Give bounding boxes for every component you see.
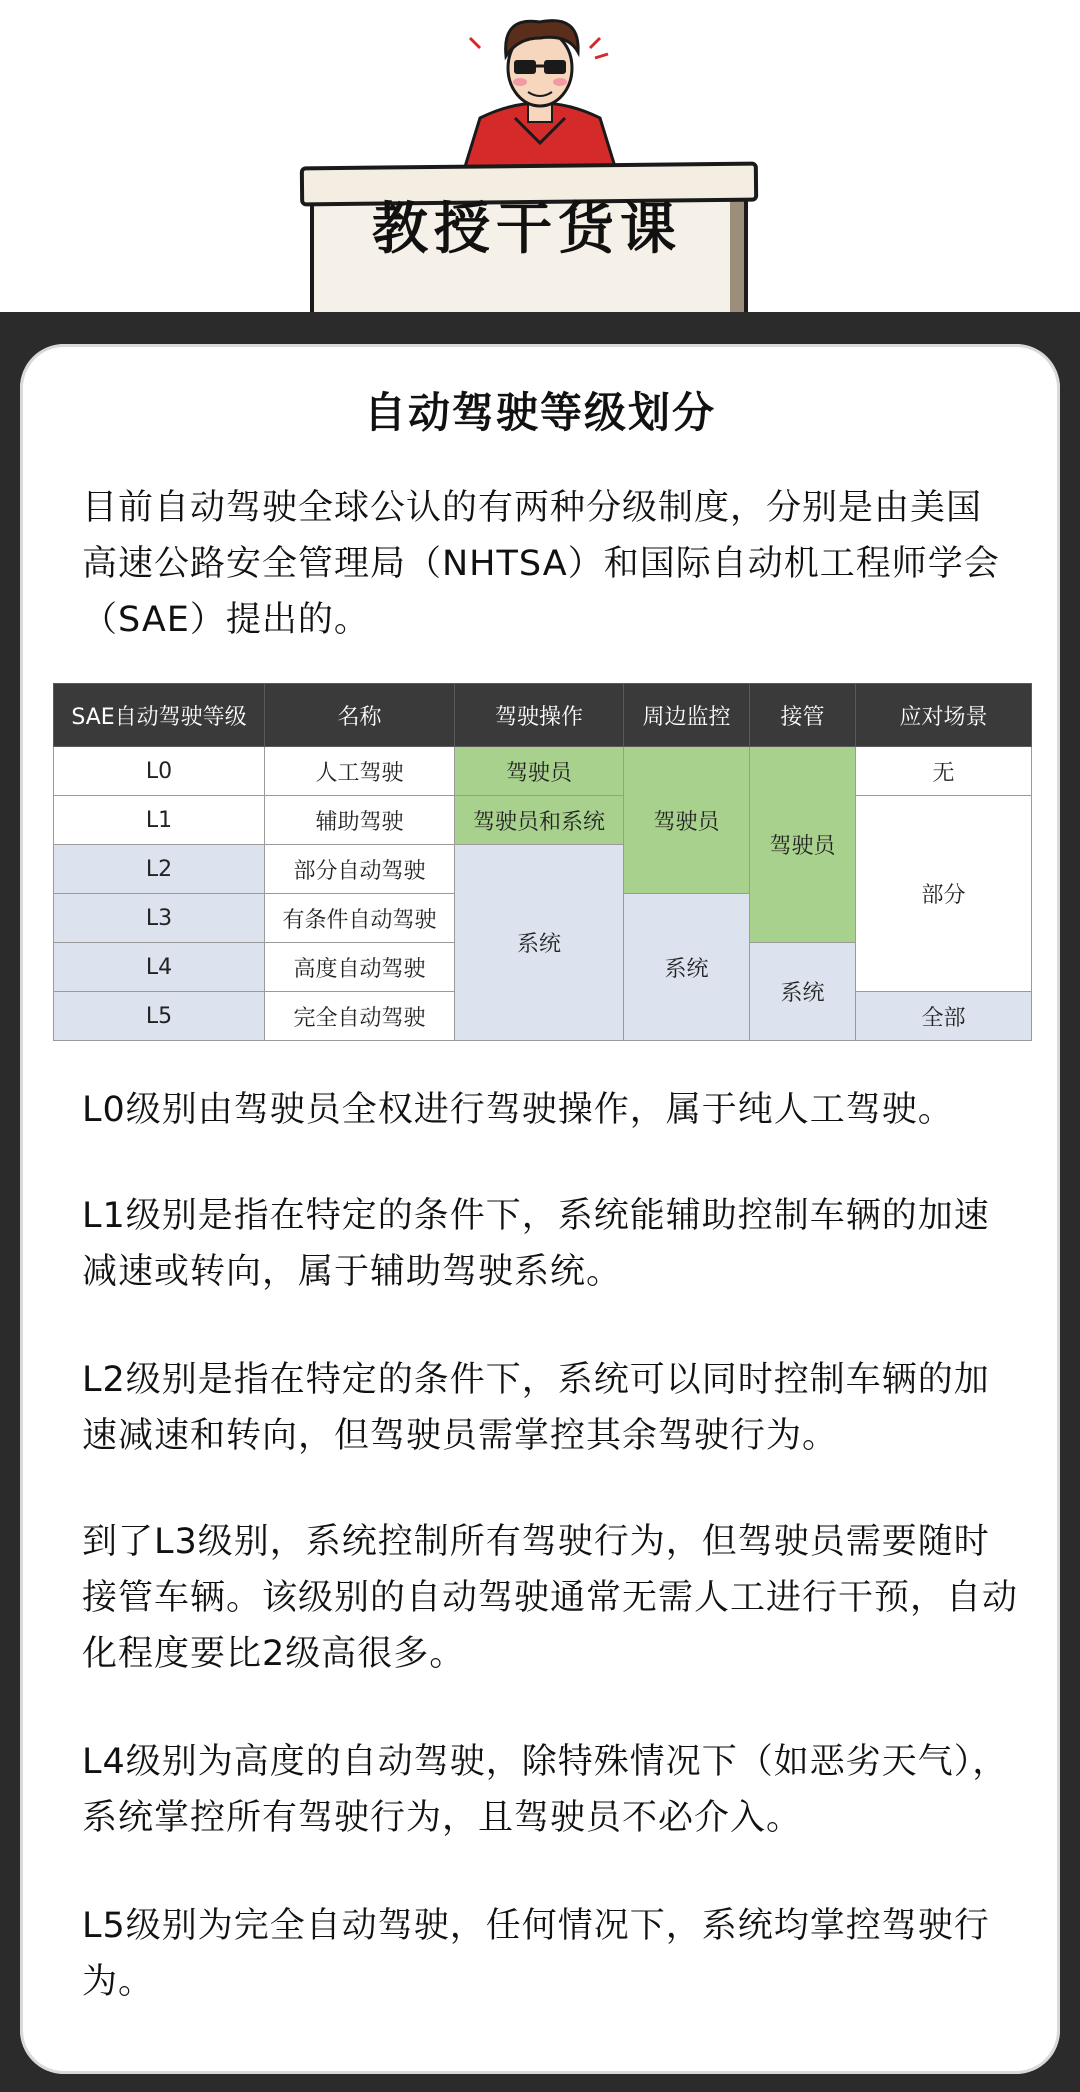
- level-cell: L5: [54, 992, 265, 1041]
- name-cell: 完全自动驾驶: [265, 992, 455, 1041]
- level-cell: L1: [54, 796, 265, 845]
- table-row: [54, 747, 1032, 796]
- level-description-l3: 到了L3级别，系统控制所有驾驶行为，但驾驶员需要随时接管车辆。该级别的自动驾驶通常无需人工进行干预，自动化程度要比2级高很多。: [82, 1522, 1019, 1674]
- monitoring-cell: 驾驶员: [624, 747, 750, 894]
- level-description-l0: L0级别由驾驶员全权进行驾驶操作，属于纯人工驾驶。: [82, 1090, 954, 1130]
- name-cell: 辅助驾驶: [265, 796, 455, 845]
- level-cell: L2: [54, 845, 265, 894]
- name-cell: 部分自动驾驶: [265, 845, 455, 894]
- takeover-cell: 驾驶员: [750, 747, 856, 943]
- scenario-cell: 无: [856, 747, 1032, 796]
- monitoring-cell: 系统: [624, 894, 750, 1041]
- header-banner: [0, 0, 1080, 330]
- table-row: [54, 796, 1032, 845]
- header-cell-takeover: 接管: [750, 684, 856, 747]
- name-cell: 人工驾驶: [265, 747, 455, 796]
- level-description-l5: L5级别为完全自动驾驶，任何情况下，系统均掌控驾驶行为。: [82, 1906, 990, 2002]
- header-title: 教授干货课: [372, 197, 682, 262]
- level-description-l1: L1级别是指在特定的条件下，系统能辅助控制车辆的加速减速或转向，属于辅助驾驶系统。: [82, 1196, 990, 1292]
- professor-illustration: [440, 8, 640, 183]
- header-cell-scenario: 应对场景: [856, 684, 1032, 747]
- sae-level-table: [53, 683, 1032, 1041]
- intro-paragraph: 目前自动驾驶全球公认的有两种分级制度，分别是由美国高速公路安全管理局（NHTSA）和国际自动机工程师学会（SAE）提出的。: [82, 488, 1000, 640]
- header-cell-level: SAE自动驾驶等级: [54, 684, 265, 747]
- takeover-cell: 系统: [750, 943, 856, 1041]
- level-cell: L4: [54, 943, 265, 992]
- level-cell: L3: [54, 894, 265, 943]
- name-cell: 高度自动驾驶: [265, 943, 455, 992]
- article-title: 自动驾驶等级划分: [363, 388, 716, 437]
- header-cell-name: 名称: [265, 684, 455, 747]
- level-description-l4: L4级别为高度的自动驾驶，除特殊情况下（如恶劣天气），系统掌控所有驾驶行为，且驾驶员不必介入。: [82, 1742, 1009, 1838]
- operation-cell: 驾驶员: [455, 747, 624, 796]
- header-cell-monitoring: 周边监控: [624, 684, 750, 747]
- table-header-row: [54, 684, 1032, 747]
- name-cell: 有条件自动驾驶: [265, 894, 455, 943]
- level-description-l2: L2级别是指在特定的条件下，系统可以同时控制车辆的加速减速和转向，但驾驶员需掌控其余驾驶行为。: [82, 1360, 990, 1456]
- header-cell-operation: 驾驶操作: [455, 684, 624, 747]
- operation-cell: 系统: [455, 845, 624, 1041]
- level-cell: L0: [54, 747, 265, 796]
- scenario-cell: 全部: [856, 992, 1032, 1041]
- operation-cell: 驾驶员和系统: [455, 796, 624, 845]
- scenario-cell: 部分: [856, 796, 1032, 992]
